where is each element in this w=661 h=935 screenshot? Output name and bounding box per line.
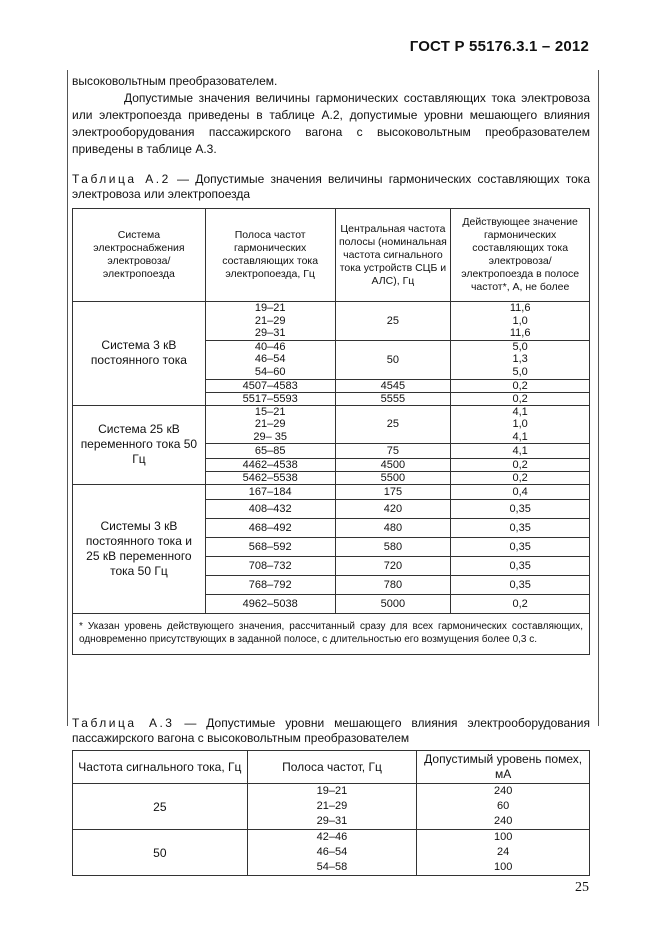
value-cell: 5,0 1,3 5,0 xyxy=(451,340,590,379)
table-a3-caption xyxy=(72,716,590,746)
header-value: Действующее значение гармонических составляющих тока электровоза/ электропоезда в полосе частот*, А, не более xyxy=(451,209,590,302)
band-cell: 65–85 xyxy=(205,444,335,459)
value-cell: 0,35 xyxy=(451,519,590,538)
band-cell: 4962–5038 xyxy=(205,595,335,614)
table-a2-footnote: * Указан уровень действующего значения, рассчитанный сразу для всех гармонических составляющих, одновременно присутствующих в заданной полосе, с длительностью его возмущения более 0,3 с. xyxy=(73,614,590,655)
center-cell: 480 xyxy=(335,519,451,538)
value-cell: 0,35 xyxy=(451,557,590,576)
paragraph-tables-reference: Допустимые значения величины гармонических составляющих тока электровоза или электропоезда приведены в таблице А.2, допустимые уровни мешающего влияния электрооборудования пассажирского вагона с высоковольтным преобразователем приведены в таблице А.3. xyxy=(72,91,590,156)
table-a3 xyxy=(72,750,590,876)
system-cell: Системы 3 кВ постоянного тока и 25 кВ переменного тока 50 Гц xyxy=(73,485,206,614)
table-a3-title: — Допустимые уровни мешающего влияния электрооборудования пассажирского вагона с высоковольтным преобразователем xyxy=(72,716,590,745)
table-a2-title: — Допустимые значения величины гармонических составляющих тока электровоза или электропоезда xyxy=(72,172,590,201)
table-a3-header-row xyxy=(73,751,590,784)
value-cell: 0,2 xyxy=(451,459,590,472)
center-cell: 580 xyxy=(335,538,451,557)
band-cell: 5462–5538 xyxy=(205,472,335,485)
center-cell: 50 xyxy=(335,340,451,379)
header-signal-frequency: Частота сигнального тока, Гц xyxy=(73,751,248,784)
center-cell: 720 xyxy=(335,557,451,576)
band-cell: 4507–4583 xyxy=(205,379,335,392)
band-cell: 5517–5593 xyxy=(205,392,335,405)
value-cell: 0,4 xyxy=(451,485,590,500)
center-cell: 4500 xyxy=(335,459,451,472)
value-cell: 0,2 xyxy=(451,472,590,485)
band-cell: 40–46 46–54 54–60 xyxy=(205,340,335,379)
center-cell: 4545 xyxy=(335,379,451,392)
table-a2-header-row xyxy=(73,209,590,302)
value-cell: 0,2 xyxy=(451,379,590,392)
band-cell: 42–46 46–54 54–58 xyxy=(247,830,417,876)
band-cell: 408–432 xyxy=(205,500,335,519)
header-system: Система электроснабжения электровоза/ электропоезда xyxy=(73,209,206,302)
document-id: ГОСТ Р 55176.3.1 – 2012 xyxy=(409,38,589,55)
band-cell: 708–732 xyxy=(205,557,335,576)
center-cell: 5000 xyxy=(335,595,451,614)
center-cell: 25 xyxy=(335,405,451,444)
header-band: Полоса частот, Гц xyxy=(247,751,417,784)
value-cell: 4,1 1,0 4,1 xyxy=(451,405,590,444)
header-band: Полоса частот гармонических составляющих тока электропоезда, Гц xyxy=(205,209,335,302)
value-cell: 0,2 xyxy=(451,392,590,405)
value-cell: 4,1 xyxy=(451,444,590,459)
center-cell: 780 xyxy=(335,576,451,595)
band-cell: 19–21 21–29 29–31 xyxy=(247,784,417,830)
band-cell: 15–21 21–29 29– 35 xyxy=(205,405,335,444)
value-cell: 0,35 xyxy=(451,538,590,557)
table-row xyxy=(73,830,590,876)
header-center: Центральная частота полосы (номинальная частота сигнального тока устройств СЦБ и АЛС), Гц xyxy=(335,209,451,302)
level-cell: 100 24 100 xyxy=(417,830,590,876)
system-cell: Система 3 кВ постоянного тока xyxy=(73,302,206,406)
text-line-continuation: высоковольтным преобразователем. xyxy=(72,74,278,88)
band-cell: 568–592 xyxy=(205,538,335,557)
table-row xyxy=(73,302,590,341)
band-cell: 19–21 21–29 29–31 xyxy=(205,302,335,341)
table-row xyxy=(73,405,590,444)
center-cell: 420 xyxy=(335,500,451,519)
table-a2-label: Таблица А.2 xyxy=(72,172,171,186)
band-cell: 167–184 xyxy=(205,485,335,500)
value-cell: 0,35 xyxy=(451,576,590,595)
table-a3-label: Таблица А.3 xyxy=(72,716,175,730)
value-cell: 0,2 xyxy=(451,595,590,614)
level-cell: 240 60 240 xyxy=(417,784,590,830)
center-cell: 5500 xyxy=(335,472,451,485)
band-cell: 4462–4538 xyxy=(205,459,335,472)
band-cell: 468–492 xyxy=(205,519,335,538)
page-number: 25 xyxy=(575,880,589,895)
frequency-cell: 25 xyxy=(73,784,248,830)
center-cell: 25 xyxy=(335,302,451,341)
header-interference-level: Допустимый уровень помех, мА xyxy=(417,751,590,784)
table-row xyxy=(73,485,590,500)
frequency-cell: 50 xyxy=(73,830,248,876)
value-cell: 0,35 xyxy=(451,500,590,519)
center-cell: 5555 xyxy=(335,392,451,405)
band-cell: 768–792 xyxy=(205,576,335,595)
table-a2 xyxy=(72,208,590,655)
system-cell: Система 25 кВ переменного тока 50 Гц xyxy=(73,405,206,485)
value-cell: 11,6 1,0 11,6 xyxy=(451,302,590,341)
center-cell: 175 xyxy=(335,485,451,500)
table-a2-caption xyxy=(72,172,590,202)
center-cell: 75 xyxy=(335,444,451,459)
table-row xyxy=(73,784,590,830)
table-note-row xyxy=(73,614,590,655)
